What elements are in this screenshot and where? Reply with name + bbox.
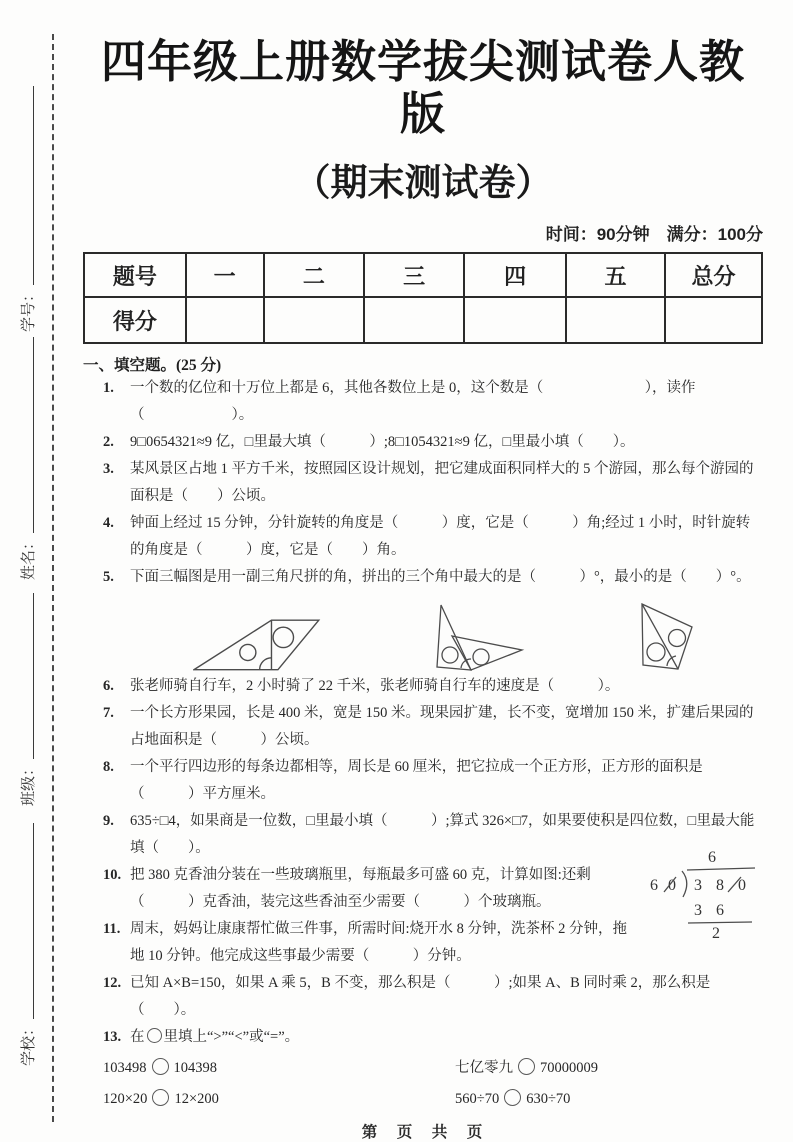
fill-circle-icon: [152, 1058, 169, 1075]
score-table-header-row: [84, 253, 762, 297]
score-empty-cell: [464, 297, 566, 343]
fill-circle-icon: [518, 1058, 535, 1075]
compare-right-value: 70000009: [540, 1060, 598, 1077]
division-quotient: 6: [708, 849, 716, 867]
compare-right-value: 104398: [173, 1060, 217, 1077]
score-empty-cell: [665, 297, 762, 343]
time-score-info: 时间：90分钟 满分：100分: [545, 225, 763, 245]
question-1: [83, 375, 763, 429]
long-division-figure: [641, 846, 761, 940]
class-label: 班级：: [21, 760, 37, 806]
score-header-cell: 总分: [665, 253, 762, 297]
sidebar-field-school: [16, 821, 38, 1066]
question-text-suffix: 里填上“>”“<”或“=”。: [163, 1029, 300, 1046]
question-7: [83, 700, 763, 754]
triangle-figure-2: [434, 603, 526, 673]
question-text: 635÷□4，如果商是一位数，□里最小填（ ）;算式 326×□7，如果要使积是四位数，□里最大能填（ ）。: [130, 813, 755, 857]
question-3: [83, 456, 763, 510]
question-text: 钟面上经过 15 分钟，分针旋转的角度是（ ）度，它是（ ）角;经过 1 小时，时针旋转的角度是（ ）度，它是（ ）角。: [130, 515, 751, 559]
sidebar-field-class: [16, 591, 38, 806]
question-number: 5.: [103, 569, 114, 586]
score-empty-cell: [566, 297, 665, 343]
division-divisor: 6 0: [650, 877, 679, 895]
question-8: [83, 754, 763, 808]
comparison-pairs: [103, 1053, 763, 1115]
question-number: 2.: [103, 434, 114, 451]
section-heading: 一、填空题。(25 分): [83, 357, 222, 375]
score-header-cell: 二: [264, 253, 364, 297]
question-6: [83, 673, 763, 700]
question-text: 一个平行四边形的每条边都相等，周长是 60 厘米，把它拉成一个正方形，正方形的面积是（ ）平方厘米。: [130, 759, 703, 803]
division-product: 3 6: [694, 902, 729, 920]
page-footer: 第 页 共 页: [361, 1124, 485, 1142]
exam-subtitle: （期末测试卷）: [293, 161, 553, 203]
question-number: 4.: [103, 515, 114, 532]
comparison-pair: [455, 1053, 598, 1084]
score-header-cell: 题号: [84, 253, 186, 297]
fill-circle-icon: [147, 1028, 162, 1043]
score-header-cell: 五: [566, 253, 665, 297]
question-number: 12.: [103, 975, 122, 992]
school-blank-line: [33, 823, 34, 1019]
question-5: [83, 564, 763, 591]
score-empty-cell: [364, 297, 464, 343]
compare-right-value: 630÷70: [526, 1091, 571, 1108]
question-number: 6.: [103, 678, 114, 695]
question-text: 一个数的亿位和十万位上都是 6，其他各数位上是 0，这个数是（ ），读作（ ）。: [130, 380, 696, 424]
compare-left-value: 103498: [103, 1060, 147, 1077]
triangle-figure-1: [193, 619, 322, 673]
compare-right-value: 12×200: [174, 1091, 219, 1108]
score-empty-cell: [264, 297, 364, 343]
question-text-prefix: 在: [130, 1029, 145, 1046]
question-number: 10.: [103, 867, 122, 884]
question-text: 某风景区占地 1 平方千米，按照园区设计规划，把它建成面积同样大的 5 个游园，那么每个游园的面积是（ ）公顷。: [130, 461, 754, 505]
compare-left-value: 120×20: [103, 1091, 148, 1108]
class-blank-line: [33, 593, 34, 759]
questions-list: [83, 375, 763, 1115]
question-13: [83, 1024, 763, 1115]
division-remainder: 2: [712, 925, 720, 941]
question-4: [83, 510, 763, 564]
name-label: 姓名：: [21, 534, 37, 580]
main-content: [83, 0, 763, 1142]
score-table: [83, 252, 763, 344]
score-table-score-row: [84, 297, 762, 343]
score-header-cell: 四: [464, 253, 566, 297]
compare-left-value: 七亿零九: [455, 1060, 513, 1077]
question-text: 一个长方形果园，长是 400 米，宽是 150 米。现果园扩建，长不变，宽增加 150 米，扩建后果园的占地面积是（ ）公顷。: [130, 705, 754, 749]
name-blank-line: [33, 337, 34, 533]
question-number: 9.: [103, 813, 114, 830]
question-number: 11.: [103, 921, 121, 938]
comparison-pair: [103, 1053, 482, 1084]
fill-circle-icon: [504, 1089, 521, 1106]
question-number: 1.: [103, 380, 114, 397]
question-text: 9□0654321≈9 亿，□里最大填（ ）;8□1054321≈9 亿，□里最小填（ ）。: [130, 434, 635, 451]
score-row-label: 得分: [84, 297, 186, 343]
comparison-pair: [103, 1084, 482, 1115]
school-label: 学校：: [21, 1020, 37, 1066]
sidebar-field-name: [16, 335, 38, 580]
triangle-figures-row: [83, 593, 763, 673]
question-2: [83, 429, 763, 456]
question-number: 7.: [103, 705, 114, 722]
comparison-row: [103, 1084, 763, 1115]
question-number: 13.: [103, 1029, 122, 1046]
question-text: 已知 A×B=150，如果 A 乘 5，B 不变，那么积是（ ）;如果 A、B 同时乘 2，那么积是（ ）。: [130, 975, 711, 1019]
question-number: 8.: [103, 759, 114, 776]
exam-title: 四年级上册数学拔尖测试卷人教版: [100, 36, 745, 139]
score-header-cell: 一: [186, 253, 264, 297]
comparison-row: [103, 1053, 763, 1084]
question-text: 把 380 克香油分装在一些玻璃瓶里，每瓶最多可盛 60 克，计算如图:还剩（ ）克香油，装完这些香油至少需要（ ）个玻璃瓶。: [130, 867, 591, 911]
triangle-figure-3: [637, 601, 699, 673]
student-id-label: 学号：: [21, 286, 37, 332]
division-dividend: 3 8 0: [694, 877, 751, 895]
question-text: 下面三幅图是用一副三角尺拼的角，拼出的三个角中最大的是（ ）°，最小的是（ ）°。: [130, 569, 751, 586]
question-number: 3.: [103, 461, 114, 478]
question-12: [83, 970, 763, 1024]
question-text: 张老师骑自行车，2 小时骑了 22 千米，张老师骑自行车的速度是（ ）。: [130, 678, 620, 695]
seal-fold-line: [52, 34, 54, 1122]
compare-left-value: 560÷70: [455, 1091, 500, 1108]
fill-circle-icon: [152, 1089, 169, 1106]
score-header-cell: 三: [364, 253, 464, 297]
student-id-blank-line: [33, 86, 34, 285]
score-empty-cell: [186, 297, 264, 343]
sidebar-field-student-id: [16, 84, 38, 332]
question-text: 周末，妈妈让康康帮忙做三件事，所需时间:烧开水 8 分钟，洗茶杯 2 分钟，拖地 10 分钟。他完成这些事最少需要（ ）分钟。: [130, 921, 628, 965]
comparison-pair: [455, 1084, 571, 1115]
